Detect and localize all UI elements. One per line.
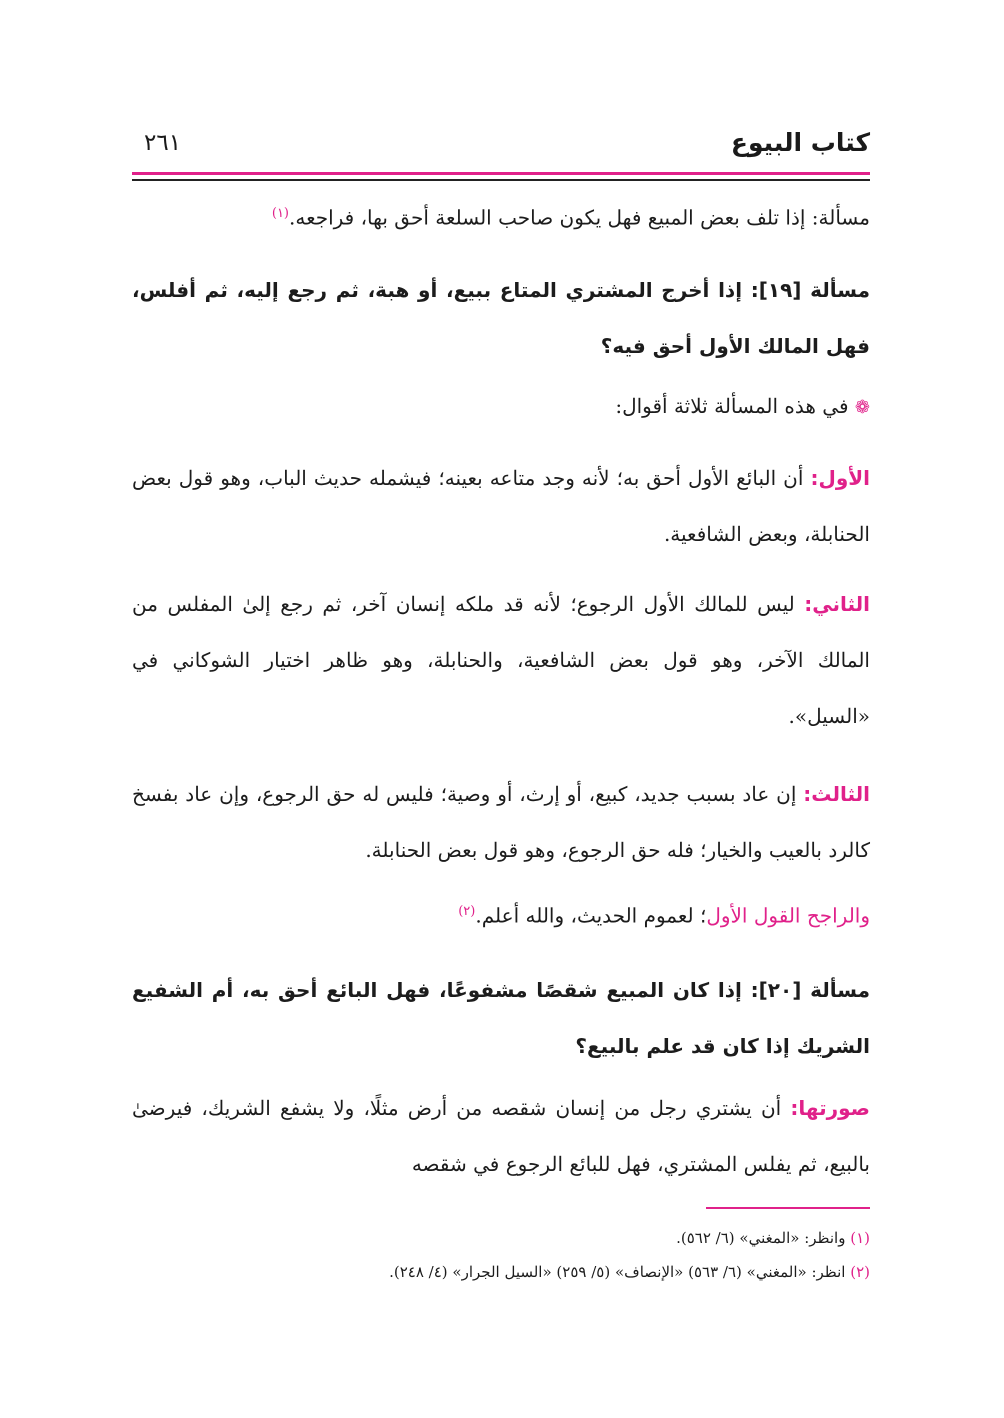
footnote-separator (706, 1207, 870, 1209)
flower-icon: ❁ (854, 397, 870, 418)
footnote-2-number: (٢) (850, 1263, 870, 1281)
first-opinion-text: أن البائع الأول أحق به؛ لأنه وجد متاعه بعينه؛ فيشمله حديث الباب، وهو قول بعض الحنابلة، وبعض الشافعية. (132, 466, 870, 546)
issue-19-text: مسألة [١٩]: إذا أخرج المشتري المتاع ببيع، أو هبة، ثم رجع إليه، ثم أفلس، فهل المالك الأول أحق فيه؟ (132, 278, 870, 358)
footnote-1-number: (١) (850, 1229, 870, 1247)
depiction-label: صورتها: (790, 1096, 870, 1120)
footnote-1 (132, 1226, 870, 1250)
statement-text: في هذه المسألة ثلاثة أقوال: (615, 394, 849, 418)
running-title: كتاب البيوع (730, 128, 870, 157)
footnote-2 (132, 1260, 870, 1284)
preferred-label: والراجح القول الأول (706, 903, 870, 928)
issue-20-text: مسألة [٢٠]: إذا كان المبيع شقصًا مشفوعًا، فهل البائع أحق به، أم الشفيع الشريك إذا كان قد علم بالبيع؟ (132, 978, 870, 1058)
statement-paragraph (132, 378, 870, 436)
preferred-text: ؛ لعموم الحديث، والله أعلم. (475, 903, 707, 928)
second-opinion-label: الثاني: (804, 592, 870, 616)
issue-20-heading (132, 962, 870, 1074)
issue-19-heading (132, 262, 870, 374)
depiction-text: أن يشتري رجل من إنسان شقصه من أرض مثلًا، ولا يشفع الشريك، فيرضىٰ بالبيع، ثم يفلس المشتري، فهل للبائع الرجوع في شقصه (132, 1096, 870, 1176)
page-number: ٢٦١ (144, 130, 182, 156)
intro-paragraph (132, 186, 870, 246)
third-opinion-text: إن عاد بسبب جديد، كبيع، أو إرث، أو وصية؛ فليس له حق الرجوع، وإن عاد بفسخ كالرد بالعيب والخيار؛ فله حق الرجوع، وهو قول بعض الحنابلة. (132, 782, 870, 862)
book-page (132, 0, 870, 1418)
third-opinion (132, 766, 870, 878)
second-opinion (132, 576, 870, 744)
first-opinion-label: الأول: (810, 466, 870, 490)
depiction-paragraph (132, 1080, 870, 1192)
intro-text: مسألة: إذا تلف بعض المبيع فهل يكون صاحب السلعة أحق بها، فراجعه. (289, 205, 870, 230)
second-opinion-text: ليس للمالك الأول الرجوع؛ لأنه قد ملكه إنسان آخر، ثم رجع إلىٰ المفلس من المالك الآخر، وهو قول بعض الشافعية، والحنابلة، وهو ظاهر اختيار الشوكاني في «السيل». (132, 592, 870, 728)
footnote-ref-2[interactable]: (٢) (458, 904, 476, 919)
first-opinion (132, 450, 870, 562)
footnote-ref-1[interactable]: (١) (271, 206, 289, 221)
third-opinion-label: الثالث: (803, 782, 870, 806)
preferred-opinion (132, 884, 870, 944)
page-header (132, 128, 870, 168)
footnote-2-text: انظر: «المغني» (٦/ ٥٦٣) «الإنصاف» (٥/ ٢٥٩) «السيل الجرار» (٤/ ٢٤٨). (389, 1263, 846, 1281)
header-rule-dark (132, 179, 870, 181)
footnote-1-text: وانظر: «المغني» (٦/ ٥٦٢). (676, 1229, 846, 1247)
header-rule-pink (132, 172, 870, 175)
